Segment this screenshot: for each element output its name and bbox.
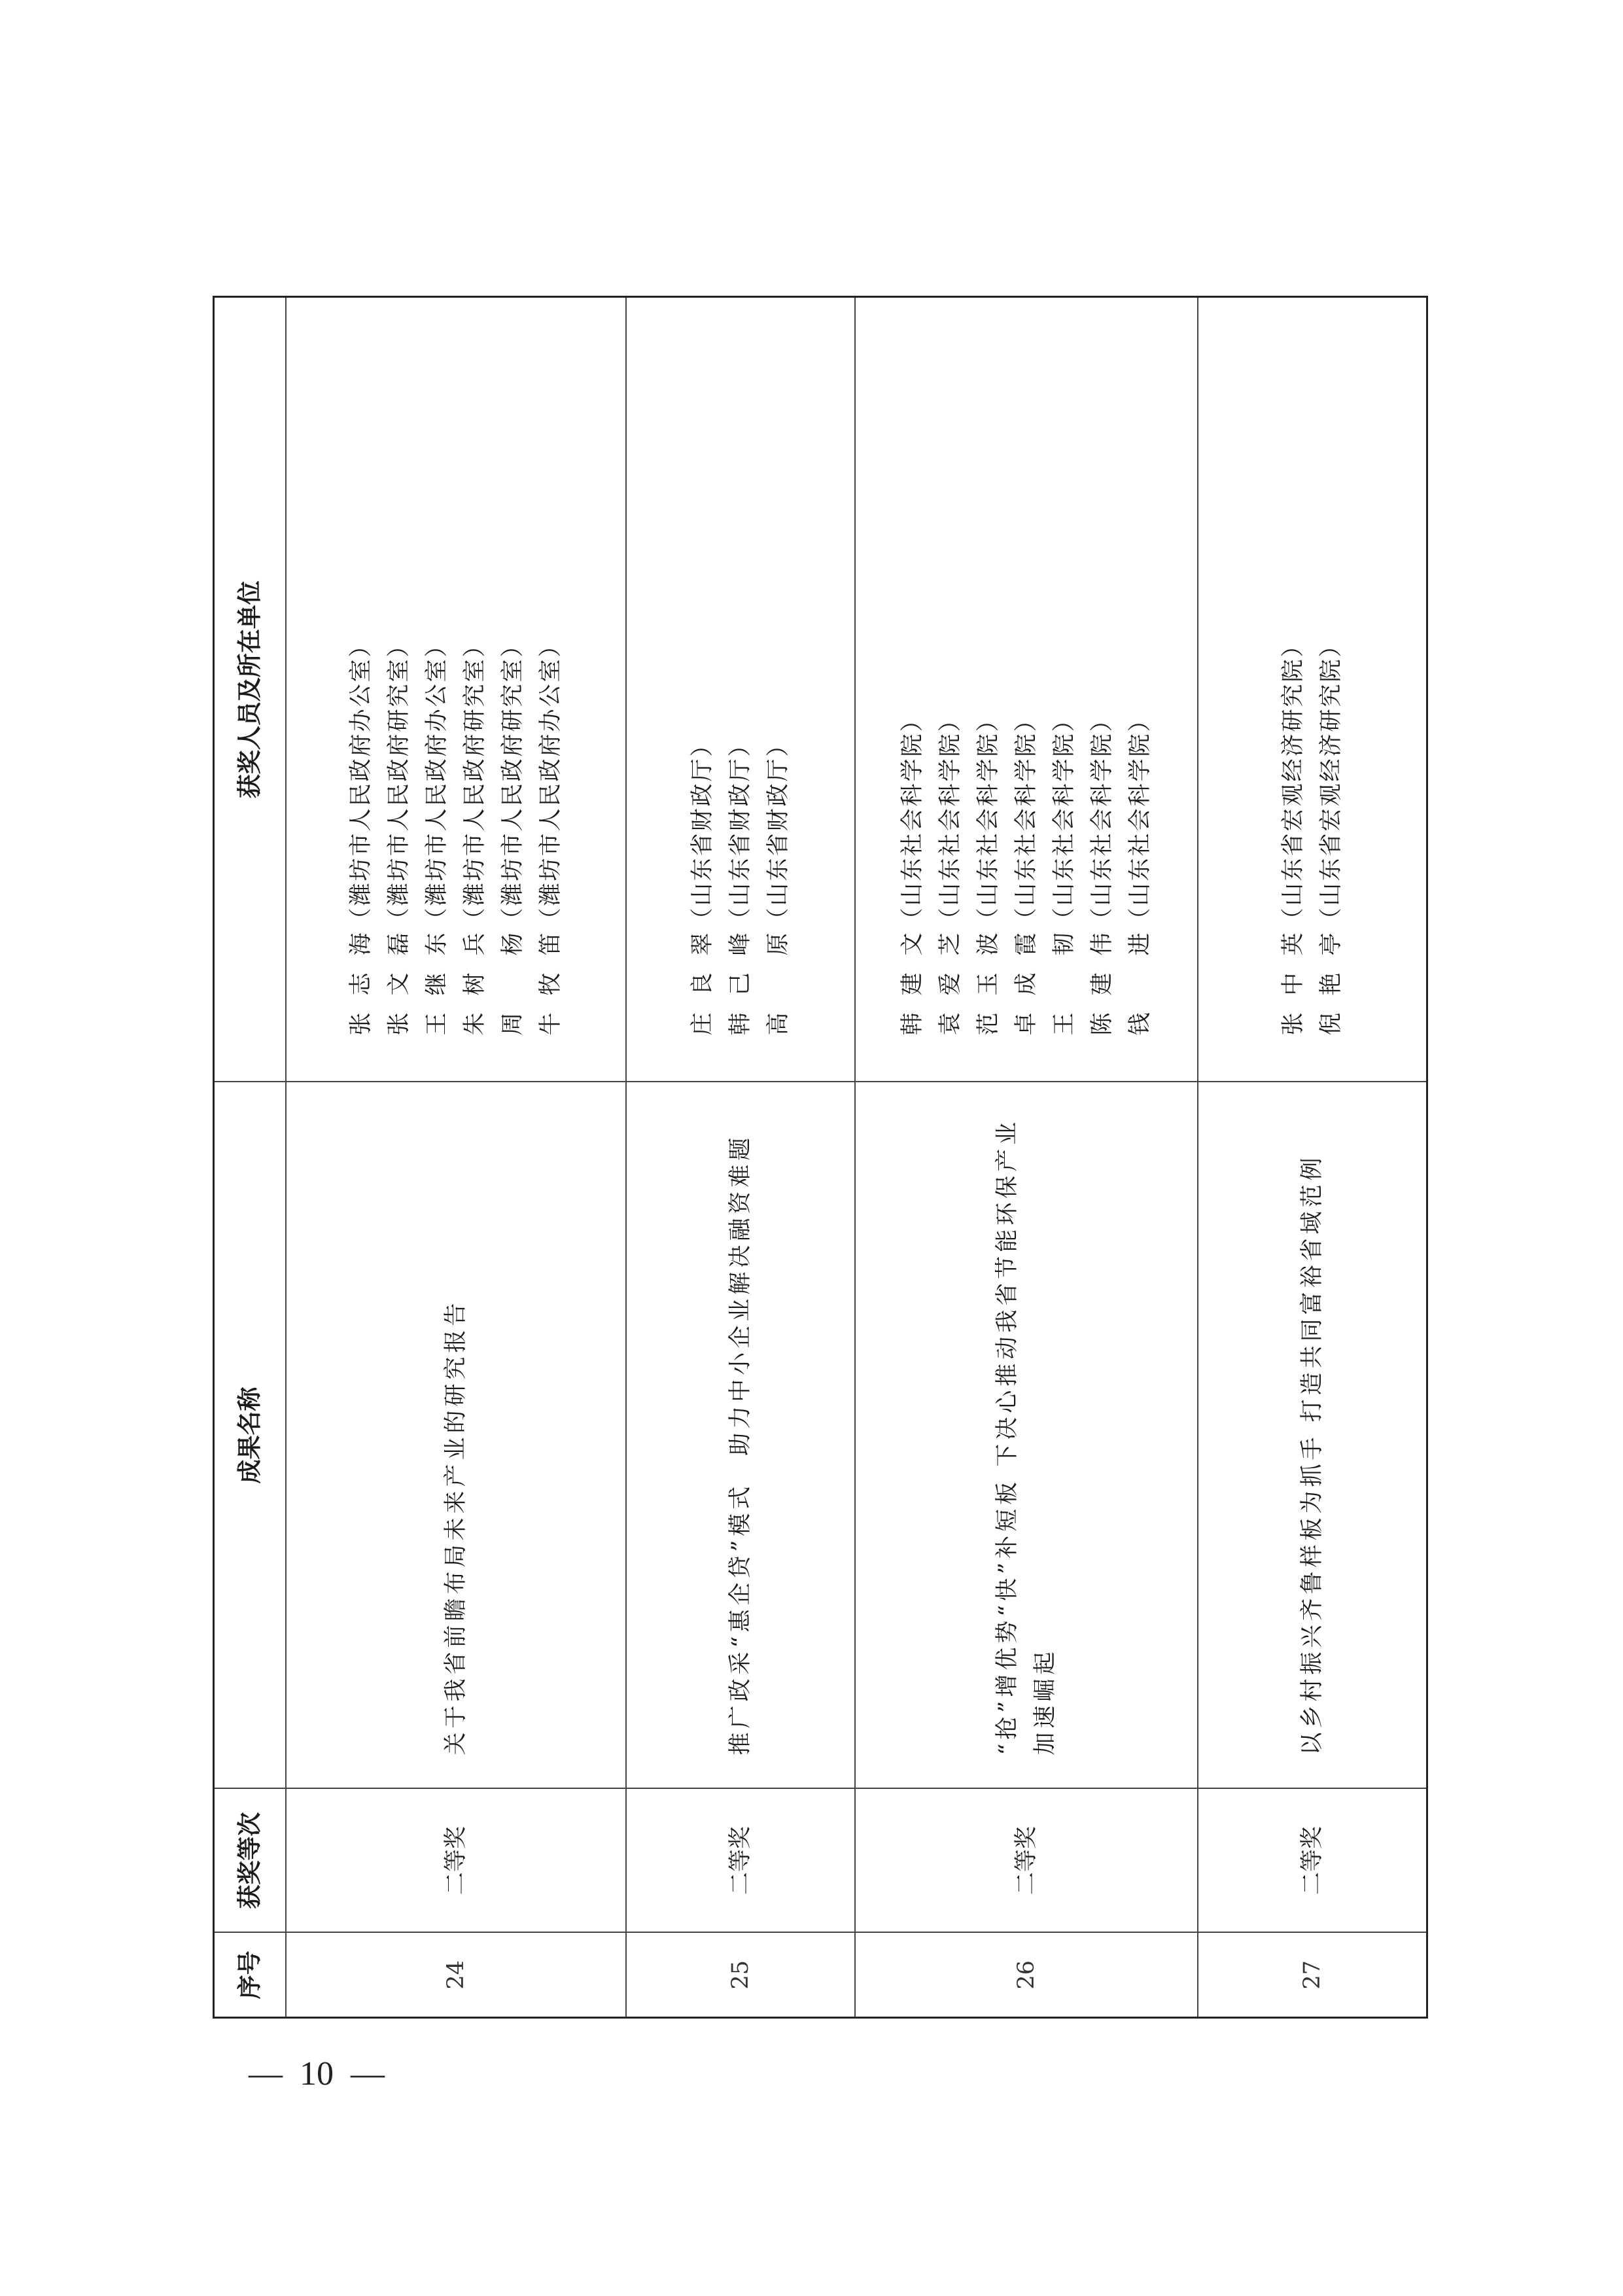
winner-name: 范玉波 <box>975 930 1002 1036</box>
achievement-title: 推广政采“惠企贷”模式 助力中小企业解决融资难题 <box>626 1082 855 1789</box>
winner-entry <box>380 298 418 1036</box>
winner-unit: （山东社会科学院） <box>1013 707 1039 931</box>
winner-entry <box>1274 298 1312 1036</box>
winner-entry <box>1083 298 1121 1036</box>
winner-entry <box>494 298 532 1036</box>
winner-unit: （山东社会科学院） <box>1127 707 1153 931</box>
winner-entry <box>1045 298 1083 1036</box>
winner-unit: （潍坊市人民政府办公室） <box>348 632 374 931</box>
winner-name: 高 原 <box>765 930 792 1036</box>
winner-unit: （潍坊市人民政府办公室） <box>424 632 450 931</box>
winner-unit: （潍坊市人民政府办公室） <box>538 632 564 931</box>
winners-list <box>1198 297 1427 1082</box>
winner-name: 王 韧 <box>1051 930 1077 1036</box>
winner-name: 周 杨 <box>500 930 526 1036</box>
winner-entry <box>894 298 932 1036</box>
winner-name: 张中英 <box>1280 930 1306 1036</box>
winner-entry <box>759 298 797 1036</box>
winner-name: 庄良翠 <box>689 930 716 1036</box>
winner-unit: （山东省财政厅） <box>765 732 792 931</box>
winner-name: 陈建伟 <box>1089 930 1115 1036</box>
winner-name: 卓成霞 <box>1013 930 1039 1036</box>
winner-unit: （潍坊市人民政府研究室） <box>500 632 526 931</box>
winner-name: 牛牧笛 <box>538 930 564 1036</box>
winners-list <box>855 297 1198 1082</box>
winner-unit: （山东省财政厅） <box>689 732 716 931</box>
winner-name: 张文磊 <box>386 930 412 1036</box>
header-num: 序号 <box>214 1933 287 2018</box>
winner-unit: （潍坊市人民政府研究室） <box>462 632 488 931</box>
winner-entry <box>722 298 759 1036</box>
winner-name: 王继东 <box>424 930 450 1036</box>
winners-list <box>286 297 626 1082</box>
winner-entry <box>1007 298 1045 1036</box>
winner-unit: （山东社会科学院） <box>899 707 926 931</box>
award-level: 二等奖 <box>855 1789 1198 1933</box>
winner-name: 袁爱芝 <box>937 930 964 1036</box>
winners-list <box>626 297 855 1082</box>
page-number: — 10 — <box>249 2055 385 2093</box>
header-award: 获奖等次 <box>214 1789 287 1933</box>
winner-unit: （山东省宏观经济研究院） <box>1318 632 1344 931</box>
rotated-award-table-sheet <box>213 298 1423 2019</box>
winner-unit: （山东社会科学院） <box>1051 707 1077 931</box>
winner-unit: （山东社会科学院） <box>975 707 1002 931</box>
achievement-title: “抢”增优势“快”补短板 下决心推动我省节能环保产业加速崛起 <box>855 1082 1198 1789</box>
award-level: 二等奖 <box>1198 1789 1427 1933</box>
achievement-title: 关于我省前瞻布局未来产业的研究报告 <box>286 1082 626 1789</box>
table-row <box>626 297 855 2018</box>
winner-name: 朱树兵 <box>462 930 488 1036</box>
winner-name: 张志海 <box>348 930 374 1036</box>
table-row <box>286 297 626 2018</box>
winner-entry <box>932 298 969 1036</box>
winner-entry <box>418 298 456 1036</box>
winner-entry <box>342 298 380 1036</box>
header-title: 成果名称 <box>214 1082 287 1789</box>
header-people: 获奖人员及所在单位 <box>214 297 287 1082</box>
table-row <box>1198 297 1427 2018</box>
winner-entry <box>532 298 570 1036</box>
winner-unit: （山东省财政厅） <box>727 732 754 931</box>
table-header-row <box>214 297 287 2018</box>
winner-entry <box>456 298 494 1036</box>
row-number: 27 <box>1198 1933 1427 2018</box>
winner-name: 倪艳亭 <box>1318 930 1344 1036</box>
award-table <box>213 296 1428 2019</box>
winner-name: 韩建文 <box>899 930 926 1036</box>
winner-entry <box>1121 298 1159 1036</box>
winner-entry <box>969 298 1007 1036</box>
row-number: 26 <box>855 1933 1198 2018</box>
winner-entry <box>684 298 722 1036</box>
row-number: 25 <box>626 1933 855 2018</box>
award-level: 二等奖 <box>626 1789 855 1933</box>
winner-name: 韩己峰 <box>727 930 754 1036</box>
winner-unit: （潍坊市人民政府研究室） <box>386 632 412 931</box>
row-number: 24 <box>286 1933 626 2018</box>
table-row <box>855 297 1198 2018</box>
achievement-title: 以乡村振兴齐鲁样板为抓手 打造共同富裕省域范例 <box>1198 1082 1427 1789</box>
winner-entry <box>1312 298 1350 1036</box>
winner-unit: （山东省宏观经济研究院） <box>1280 632 1306 931</box>
award-level: 二等奖 <box>286 1789 626 1933</box>
winner-name: 钱 进 <box>1127 930 1153 1036</box>
winner-unit: （山东社会科学院） <box>1089 707 1115 931</box>
winner-unit: （山东社会科学院） <box>937 707 964 931</box>
